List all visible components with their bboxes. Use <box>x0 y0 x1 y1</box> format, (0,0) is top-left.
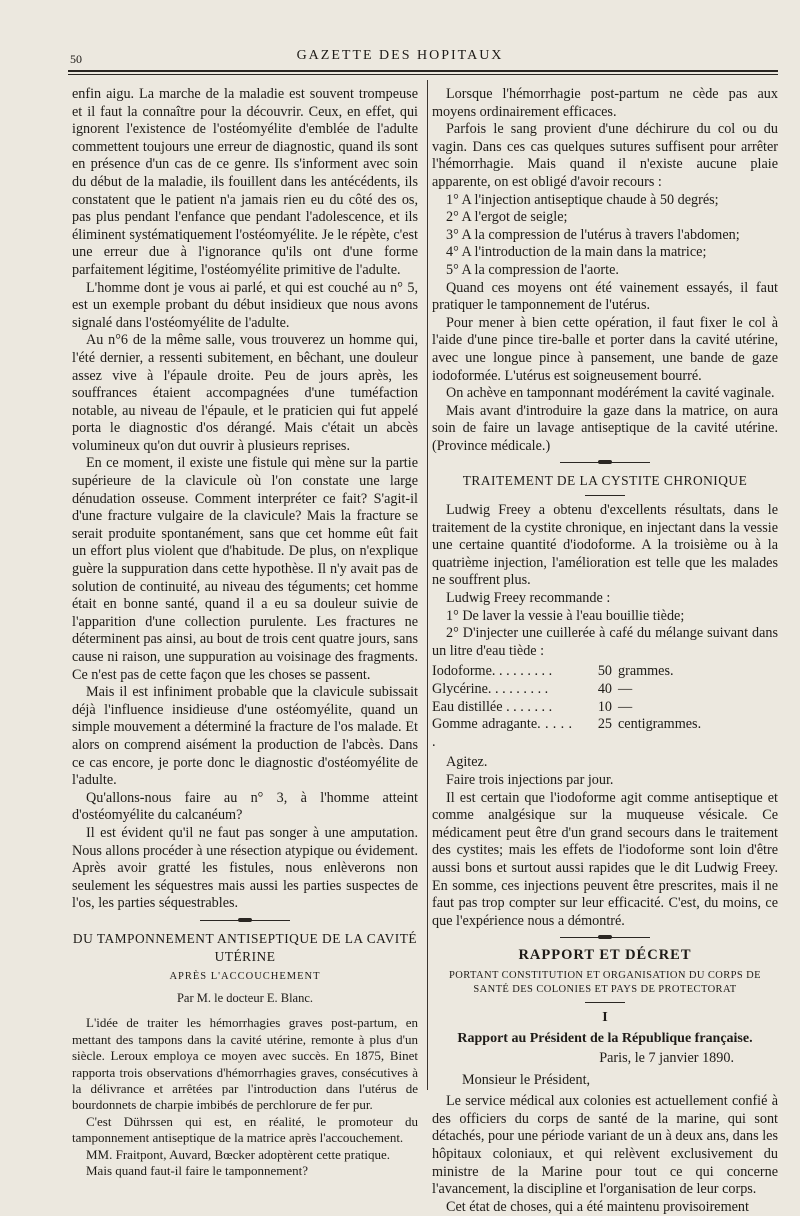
recipe-ingredient: Glycérine. . . . . . . . . <box>432 681 549 697</box>
paragraph: Mais avant d'introduire la gaze dans la matrice, on aura soin de faire un lavage antiseptique de la cavité utérine. (Province médicale.) <box>432 402 778 454</box>
recipe-ingredient: Iodoforme. . . . . . . . . <box>432 663 553 680</box>
recipe-qty: 10 <box>597 698 612 715</box>
paragraph: Quand ces moyens ont été vainement essayés, il faut pratiquer le tamponnement de l'utérus. <box>432 279 778 314</box>
right-column <box>432 86 778 1216</box>
ornament-divider <box>560 937 650 938</box>
paragraph: L'idée de traiter les hémorrhagies graves post-partum, en mettant des tampons dans la cavité utérine, remonte à plus d'un siècle. Leroux employa ce moyen avec succès. En 1875, Binet rapporta trois observations d'hémorrhagies graves, consécutives à la délivrance et arrêtées par l'introduction dans l'utérus de bourdonnets de charpie imbibés de perchlorure de fer pur. <box>72 1015 418 1113</box>
left-column <box>72 86 418 1179</box>
roman-numeral: I <box>602 1009 608 1025</box>
paragraph: Parfois le sang provient d'une déchirure du col ou du vagin. Dans ces cas quelques sutures suffisent pour arrêter l'hémorrhagie. Mais quand il n'existe aucune plaie apparente, on est obligé d'avoir recours : <box>432 121 778 190</box>
list-item: 1° A l'injection antiseptique chaude à 50 degrés; <box>446 191 719 208</box>
paragraph: enfin aigu. La marche de la maladie est souvent trompeuse et il faut la connaître pour la découvrir. Ceux, en effet, qui ignorent l'existence de l'ostéomyélite d'emblée de l'adulte commettent toujours une erreur de diagnostic, quand ils sont en présence d'un cas de ce genre. Ils s'informent avec soin du début de la maladie, ils fouillent dans les antécédents, ils constatent que le patient n'a jamais rien eu du côté des os, pas plus pendant l'enfance que pendant l'adolescence, et ils éliminent systématiquement l'ostéomyélite. Je le répète, c'est une erreur due à l'ignorance qu'ils ont d'une forme parfaitement légitime, l'ostéomyélite primitive de l'adulte. <box>72 86 418 278</box>
paragraph: Lorsque l'hémorrhagie post-partum ne cède pas aux moyens ordinairement efficaces. <box>432 86 778 120</box>
page-number: 50 <box>70 52 82 66</box>
recipe-table <box>432 663 778 751</box>
article-byline: Par M. le docteur E. Blanc. <box>176 990 314 1005</box>
paragraph: Ludwig Freey a obtenu d'excellents résultats, dans le traitement de la cystite chronique, en injectant dans la vessie une certaine quantité d'iodoforme. A la troisième ou à la quatrième injection, l'amélioration est telle que les malades ne souffrent plus. <box>432 502 778 589</box>
paragraph: Ludwig Freey recommande : <box>446 590 611 607</box>
header-rule <box>68 70 778 72</box>
paragraph: Pour mener à bien cette opération, il faut fixer le col à l'aide d'une pince tire-balle et porter dans la cavité utérine, avec une longue pince à pansement, une bande de gaze iodoformée. L'utérus est soigneusement bourré. <box>432 314 778 384</box>
paragraph: Cet état de choses, qui a été maintenu provisoirement <box>446 1198 749 1215</box>
section-title: RAPPORT ET DÉCRET <box>518 947 692 964</box>
short-rule <box>585 1002 625 1003</box>
short-rule <box>585 495 625 496</box>
report-title: Rapport au Président de la République française. <box>457 1030 753 1046</box>
section-subtitle: PORTANT CONSTITUTION ET ORGANISATION DU CORPS DE SANTÉ DES COLONIES ET PAYS DE PROTECTORAT <box>449 969 761 995</box>
recipe-unit: — <box>618 681 633 697</box>
header-rule-thin <box>68 74 778 75</box>
ornament-divider <box>200 920 290 921</box>
dateline: Paris, le 7 janvier 1890. <box>599 1050 734 1067</box>
running-title: GAZETTE DES HOPITAUX <box>296 48 504 63</box>
list-item: 5° A la compression de l'aorte. <box>446 261 619 278</box>
paragraph: L'homme dont je vous ai parlé, et qui est couché au n° 5, est un exemple probant du début insidieux que nous avons signalé dans l'ostéomyélite de l'adulte. <box>72 279 418 331</box>
paragraph: Le service médical aux colonies est actuellement confié à des officiers du corps de santé de la marine, qui sont détachés, pour une période variant de un à deux ans, dans les hôpitaux coloniaux, et qui relèvent exclusivement du ministre de la Marine pour tout ce qui concerne l'avancement, la discipline et l'organisation de leur corps. <box>432 1093 778 1198</box>
recipe-row <box>432 663 778 681</box>
paragraph: Agitez. <box>446 754 488 771</box>
salutation: Monsieur le Président, <box>462 1071 591 1088</box>
paragraph: En ce moment, il existe une fistule qui mène sur la partie supérieure de la clavicule où l'on constate une large dénudation osseuse. Comment interpréter ce fait? S'agit-il d'une fracture vulgaire de la clavicule? Mais la fracture se serait produite spontanément, sans que cet homme eût fait un effort plus violent que d'habitude. De plus, on n'explique guère la suppuration dans cette hypothèse. Il n'y avait pas de solution de continuité, au niveau des téguments; cet homme était en bonne santé, quand il a eu sa douleur suivie de l'apparition d'une collection purulente. Les fractures ne déterminent pas ainsi, au bout de trois cent quatre jours, sans cause ni raison, une suppuration au voisinage des fragments. Ce n'est pas de cette façon que les choses se passent. <box>72 455 418 683</box>
paragraph: 2° D'injecter une cuillerée à café du mélange suivant dans un litre d'eau tiède : <box>432 625 778 659</box>
paragraph: C'est Dührssen qui est, en réalité, le promoteur du tamponnement antiseptique de la matrice après l'accouchement. <box>72 1113 418 1146</box>
recipe-row <box>432 681 778 699</box>
paragraph: Au n°6 de la même salle, vous trouverez un homme qui, l'été dernier, a ressenti subitement, en bêchant, une douleur assez vive à l'épaule droite. Peu de jours après, les souffrances étaient accompagnées d'une tuméfaction notable, au niveau de l'épaule, et le praticien qui fut appelé porta le diagnostic d'os dérangé. Mais c'était un abcès volumineux qu'on dut ouvrir à plusieurs reprises. <box>72 332 418 454</box>
paragraph: Mais il est infiniment probable que la clavicule subissait déjà l'influence insidieuse d'une ostéomyélite, quand un simple mouvement a déterminé la fracture de l'os malade. Et alors on comprend aisément la production de l'abcès. Dans ce cas encore, je porte donc le diagnostic d'ostéomyélite de l'adulte. <box>72 684 418 789</box>
paragraph: On achève en tamponnant modérément la cavité vaginale. <box>446 385 775 402</box>
article-subtitle: APRÈS L'ACCOUCHEMENT <box>169 971 321 983</box>
paragraph: Il est évident qu'il ne faut pas songer à une amputation. Nous allons procéder à une résection atypique ou évidement. Après avoir gratté les fistules, nous enlèverons non seulement les séquestres mais aussi les parties suspectes de l'os, les parties séquestrables. <box>72 824 418 912</box>
article-title: DU TAMPONNEMENT ANTISEPTIQUE DE LA CAVITÉ UTÉRINE <box>72 930 418 964</box>
recipe-unit: grammes. <box>618 663 674 680</box>
paragraph: Il est certain que l'iodoforme agit comme antiseptique et comme analgésique sur la muqueuse vésicale. Ce médicament peut être d'un grand secours dans le traitement des cystites; mais les effets de l'iodoforme sont loin d'être aussi bons et surtout aussi rapides que le dit Ludwig Freey. En somme, ces injections peuvent être prescrites, mais il ne faut pas trop compter sur leur efficacité. C'est, du moins, ce que l'expérience nous a démontré. <box>432 789 778 929</box>
recipe-ingredient: Gomme adragante. . . . . . <box>432 716 572 750</box>
list-item: 4° A l'introduction de la main dans la matrice; <box>446 244 707 261</box>
recipe-unit: centigrammes. <box>618 716 702 733</box>
paragraph: MM. Fraitpont, Auvard, Bœcker adoptèrent cette pratique. <box>86 1146 390 1162</box>
recipe-ingredient: Eau distillée . . . . . . . <box>432 698 553 715</box>
column-divider <box>427 80 428 1090</box>
list-item: 3° A la compression de l'utérus à travers l'abdomen; <box>446 226 740 243</box>
paragraph: 1° De laver la vessie à l'eau bouillie tiède; <box>446 607 685 624</box>
recipe-unit: — <box>618 698 633 715</box>
recipe-qty: 40 <box>597 681 612 697</box>
recipe-qty: 50 <box>597 663 612 680</box>
recipe-row <box>432 716 778 751</box>
list-item: 2° A l'ergot de seigle; <box>446 209 568 226</box>
recipe-row <box>432 699 778 717</box>
paragraph: Qu'allons-nous faire au n° 3, à l'homme atteint d'ostéomyélite du calcanéum? <box>72 789 418 824</box>
recipe-qty: 25 <box>597 716 612 733</box>
paragraph: Mais quand faut-il faire le tamponnement? <box>86 1162 309 1178</box>
ornament-divider <box>560 462 650 463</box>
paragraph: Faire trois injections par jour. <box>446 771 614 788</box>
section-title: TRAITEMENT DE LA CYSTITE CHRONIQUE <box>462 473 748 489</box>
